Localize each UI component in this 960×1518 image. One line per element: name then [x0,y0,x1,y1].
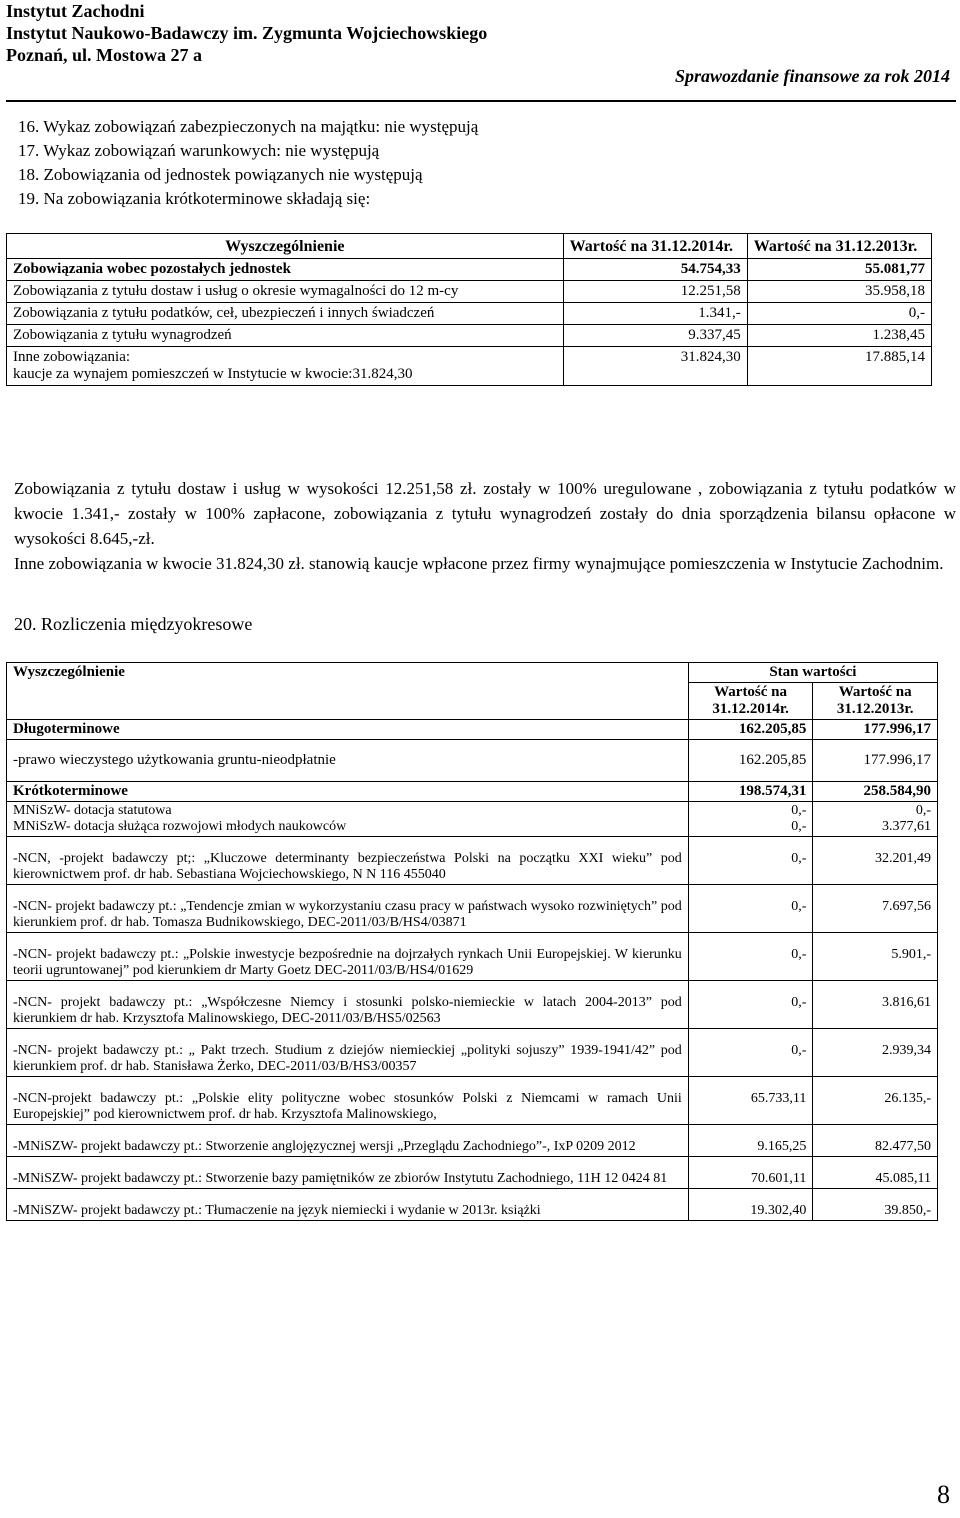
cell: 82.477,50 [813,1125,938,1157]
list-item: 16. Wykaz zobowiązań zabezpieczonych na majątku: nie występują [18,117,479,136]
cell: -NCN- projekt badawczy pt.: „Polskie inwestycje bezpośrednie na dojrzałych rynkach Unii Europejskiej. W kierunku teorii ugruntowanej” pod kierunkiem dr Marty Goetz DEC-2011/03/B/HS4/01629 [7,933,689,981]
cell-line: 3.377,61 [882,819,931,834]
explanation-text [14,476,956,576]
table-row [7,1189,938,1221]
cell: 258.584,90 [813,782,938,802]
cell: 70.601,11 [688,1157,813,1189]
table-row [7,1157,938,1189]
cell: -MNiSZW- projekt badawczy pt.: Tłumaczenie na język niemiecki i wydanie w 2013r. książki [7,1189,689,1221]
table-header-row [7,663,938,683]
table-row [7,303,932,325]
cell-note: kaucje za wynajem pomieszczeń w Instytucie w kwocie:31.824,30 [13,366,413,382]
table-row [7,802,938,837]
report-title: Sprawozdanie finansowe za rok 2014 [674,66,950,86]
cell-line: 0,- [915,803,931,818]
cell: 0,- [688,933,813,981]
cell: Krótkoterminowe [7,782,689,802]
cell: 177.996,17 [813,740,938,782]
cell: 162.205,85 [688,720,813,740]
short-term-liabilities-table [6,233,932,386]
table-row [7,1029,938,1077]
cell: 0,- [747,303,931,325]
col-group-header: Stan wartości [688,663,937,683]
cell: 32.201,49 [813,837,938,885]
cell: 3.816,61 [813,981,938,1029]
cell: 45.085,11 [813,1157,938,1189]
col-header: Wyszczególnienie [7,663,689,720]
cell [813,802,938,837]
cell: 19.302,40 [688,1189,813,1221]
page-number: 8 [937,1480,950,1509]
cell: 0,- [688,981,813,1029]
cell: Zobowiązania z tytułu dostaw i usług o okresie wymagalności do 12 m-cy [7,281,564,303]
cell: 0,- [688,837,813,885]
accruals-table [6,662,938,1221]
cell: 7.697,56 [813,885,938,933]
cell [7,347,564,386]
cell: 177.996,17 [813,720,938,740]
col-header: Wartość na 31.12.2013r. [813,683,938,720]
cell-line: 0,- [791,803,807,818]
cell: Zobowiązania z tytułu wynagrodzeń [7,325,564,347]
table-header-row [7,234,932,259]
table-row [7,347,932,386]
institute-fullname: Instytut Naukowo-Badawczy im. Zygmunta Wojciechowskiego [6,23,488,43]
cell: -NCN, -projekt badawczy pt;: „Kluczowe determinanty bezpieczeństwa Polski na początku XXI wieku” pod kierownictwem prof. dr hab. Sebastiana Wojciechowskiego, N N 116 455040 [7,837,689,885]
cell: -prawo wieczystego użytkowania gruntu-nieodpłatnie [7,740,689,782]
cell: -NCN- projekt badawczy pt.: „Tendencje zmian w wykorzystaniu czasu pracy w państwach wysoko rozwiniętych” pod kierunkiem prof. dr hab. Tomasza Budnikowskiego, DEC-2011/03/B/HS4/03871 [7,885,689,933]
cell-label: Inne zobowiązania: [13,349,131,365]
cell: 2.939,34 [813,1029,938,1077]
cell: 35.958,18 [747,281,931,303]
institute-name: Instytut Zachodni [6,1,145,21]
list-item: 17. Wykaz zobowiązań warunkowych: nie występują [18,141,380,160]
cell-line: MNiSzW- dotacja statutowa [13,803,172,818]
table-row [7,740,938,782]
cell: 26.135,- [813,1077,938,1125]
col-header: Wartość na 31.12.2013r. [747,234,931,259]
cell: -NCN- projekt badawczy pt.: „Współczesne Niemcy i stosunki polsko-niemieckie w latach 2004-2013” pod kierunkiem dr hab. Krzysztofa Malinowskiego, DEC-2011/03/B/HS5/02563 [7,981,689,1029]
cell: 1.238,45 [747,325,931,347]
section-heading: 20. Rozliczenia międzyokresowe [14,614,253,634]
cell: 9.165,25 [688,1125,813,1157]
cell: Długoterminowe [7,720,689,740]
cell [688,802,813,837]
header-divider [6,100,956,102]
cell: 198.574,31 [688,782,813,802]
cell: 65.733,11 [688,1077,813,1125]
table-row [7,837,938,885]
table-row [7,885,938,933]
cell [7,802,689,837]
table-row [7,1125,938,1157]
table-row [7,782,938,802]
cell: 54.754,33 [563,259,747,281]
cell: Zobowiązania z tytułu podatków, ceł, ubezpieczeń i innych świadczeń [7,303,564,325]
institute-address: Poznań, ul. Mostowa 27 a [6,45,203,65]
cell: -MNiSZW- projekt badawczy pt.: Stworzenie bazy pamiętników ze zbiorów Instytutu Zachodniego, 11H 12 0424 81 [7,1157,689,1189]
cell-line: 0,- [791,819,807,834]
page-header [6,0,956,86]
list-item: 18. Zobowiązania od jednostek powiązanych nie występują [18,165,423,184]
cell: Zobowiązania wobec pozostałych jednostek [7,259,564,281]
table-row [7,325,932,347]
table-row [7,720,938,740]
cell: 5.901,- [813,933,938,981]
paragraph: Inne zobowiązania w kwocie 31.824,30 zł. stanowią kaucje wpłacone przez firmy wynajmujące pomieszczenia w Instytucie Zachodnim. [14,554,944,573]
table-row [7,259,932,281]
col-header: Wartość na 31.12.2014r. [563,234,747,259]
cell: -NCN-projekt badawczy pt.: „Polskie elity polityczne wobec stosunków Polski z Niemcami w ramach Unii Europejskiej” pod kierownictwem prof. dr hab. Krzysztofa Malinowskiego, [7,1077,689,1125]
paragraph: Zobowiązania z tytułu dostaw i usług w wysokości 12.251,58 zł. zostały w 100% uregulowane , zobowiązania z tytułu podatków w kwocie 1.341,- zostały w 100% zapłacone, zobowiązania z tytułu wynagrodzeń zostały do dnia sporządzenia bilansu opłacone w wysokości 8.645,-zł. [14,479,956,548]
cell: 55.081,77 [747,259,931,281]
cell: 17.885,14 [747,347,931,386]
cell: 162.205,85 [688,740,813,782]
cell: 0,- [688,885,813,933]
table-row [7,1077,938,1125]
cell: 9.337,45 [563,325,747,347]
cell: 1.341,- [563,303,747,325]
cell: 31.824,30 [563,347,747,386]
table-row [7,281,932,303]
table-row [7,981,938,1029]
cell: -MNiSZW- projekt badawczy pt.: Stworzenie anglojęzycznej wersji „Przeglądu Zachodniego”-, IxP 0209 2012 [7,1125,689,1157]
items-list [18,115,478,211]
col-header: Wyszczególnienie [7,234,564,259]
cell: -NCN- projekt badawczy pt.: „ Pakt trzech. Studium z dziejów niemieckiej „polityki sojuszy” 1939-1941/42” pod kierunkiem prof. dr hab. Stanisława Żerko, DEC-2011/03/B/HS3/00357 [7,1029,689,1077]
table-row [7,933,938,981]
list-item: 19. Na zobowiązania krótkoterminowe składają się: [18,189,371,208]
cell: 0,- [688,1029,813,1077]
cell: 12.251,58 [563,281,747,303]
col-header: Wartość na 31.12.2014r. [688,683,813,720]
cell-line: MNiSzW- dotacja służąca rozwojowi młodych naukowców [13,819,347,834]
cell: 39.850,- [813,1189,938,1221]
